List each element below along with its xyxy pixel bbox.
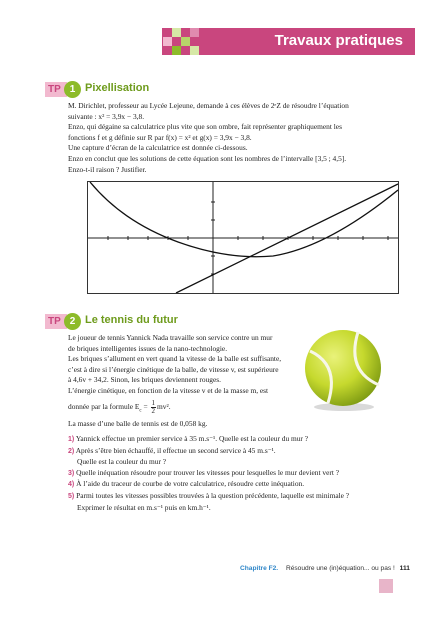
calculator-graph: [88, 182, 398, 293]
decor-square: [181, 37, 190, 46]
chapter-title: Résoudre une (in)équation... ou pas !: [285, 565, 395, 572]
formula-suffix: mv².: [157, 401, 171, 411]
tennis-ball-image: [300, 327, 386, 413]
tp1-line: M. Dirichlet, professeur au Lycée Lejeune, demande à ces élèves de 2ᵉZ de résoudre l’équation: [68, 101, 349, 110]
tp1-line: Enzo-t-il raison ? Justifier.: [68, 164, 147, 174]
question-text: Après s’être bien échauffé, il effectue un second service à 45 m.s⁻¹.: [75, 445, 276, 455]
tp1-line: suivante : x² = 3,9x − 3,8.: [68, 111, 145, 121]
footer-square: [379, 579, 393, 593]
tp2-line: c’est à dire si l’énergie cinétique de la balle, de vitesse v, est supérieure: [68, 364, 279, 374]
page-footer: [240, 565, 410, 572]
question-text: Exprimer le résultat en m.s⁻¹ puis en km.h⁻¹.: [77, 502, 211, 512]
fraction-denominator: 2: [151, 406, 156, 415]
question-item: [68, 479, 418, 491]
fraction-numerator: 1: [151, 398, 156, 407]
parabola-curve: [90, 182, 398, 257]
question-number: 2): [68, 447, 75, 455]
question-item: [68, 503, 418, 514]
question-number: 1): [68, 436, 75, 443]
question-item: [68, 491, 418, 503]
question-text: Yannick effectue un premier service à 35 m.s⁻¹. Quelle est la couleur du mur ?: [75, 434, 309, 443]
tp2-line: de briques intelligentes issues de la nano-technologie.: [68, 343, 228, 353]
question-number: 4): [68, 481, 75, 489]
formula-prefix: donnée par la formule E: [68, 401, 140, 411]
questions-list: [68, 434, 418, 513]
formula-sub: c: [139, 408, 142, 414]
question-text: Parmi toutes les vitesses possibles trouvées à la question précédente, laquelle est minimale ?: [76, 490, 350, 500]
decor-square: [172, 28, 181, 37]
chapter-label: Chapitre F2.: [240, 565, 279, 572]
tp-number: 1: [64, 81, 81, 98]
tp2-line: Les briques s’allument en vert quand la vitesse de la balle est suffisante,: [68, 354, 282, 364]
mass-line: La masse d’une balle de tennis est de 0,058 kg.: [68, 418, 208, 428]
tp-label: TP: [45, 314, 67, 329]
tp-label: TP: [45, 82, 67, 97]
tp2-line: L’énergie cinétique, en fonction de la vitesse v et de la masse m, est: [68, 385, 269, 395]
tp1-title: Pixellisation: [85, 82, 150, 94]
question-text: Quelle est la couleur du mur ?: [77, 457, 167, 467]
page-number: 111: [399, 565, 410, 572]
tp-number: 2: [64, 313, 81, 330]
formula-line: [68, 400, 298, 417]
tp1-line: Enzo en conclut que les solutions de cette équation sont les nombres de l’intervalle [3,5 ; 4,5].: [68, 153, 347, 163]
calculator-screenshot: [87, 181, 399, 294]
decor-square: [163, 37, 172, 46]
question-item: [68, 446, 418, 458]
tp1-text: [68, 101, 413, 175]
formula-eq: =: [141, 401, 150, 411]
page-title: Travaux pratiques: [274, 32, 403, 49]
question-item: [68, 457, 418, 468]
question-item: [68, 468, 418, 480]
decor-square: [190, 46, 199, 55]
tp2-text: [68, 333, 298, 429]
formula-fraction: [151, 400, 157, 415]
question-item: [68, 434, 418, 446]
question-text: À l’aide du traceur de courbe de votre calculatrice, résoudre cette inéquation.: [76, 479, 305, 489]
tp2-line: à 4,6v + 34,2. Sinon, les briques deviennent rouges.: [68, 375, 221, 385]
tp2-line: Le joueur de tennis Yannick Nada travaille son service contre un mur: [68, 333, 273, 342]
question-number: 3): [68, 469, 75, 477]
tp2-title: Le tennis du futur: [85, 314, 178, 326]
tp1-line: Enzo, qui dégaine sa calculatrice plus vite que son ombre, fait représenter graphiquement les: [68, 122, 342, 132]
tp1-line: fonctions f et g définie sur R par f(x) = x² et g(x) = 3,9x − 3,8.: [68, 132, 252, 142]
decor-square: [190, 28, 199, 37]
tp1-line: Une capture d’écran de la calculatrice est donnée ci-dessous.: [68, 143, 248, 153]
question-text: Quelle inéquation résoudre pour trouver les vitesses pour lesquelles le mur devient vert ?: [76, 467, 339, 477]
header-banner: [162, 28, 415, 55]
question-number: 5): [68, 492, 75, 500]
decor-square: [172, 46, 181, 55]
